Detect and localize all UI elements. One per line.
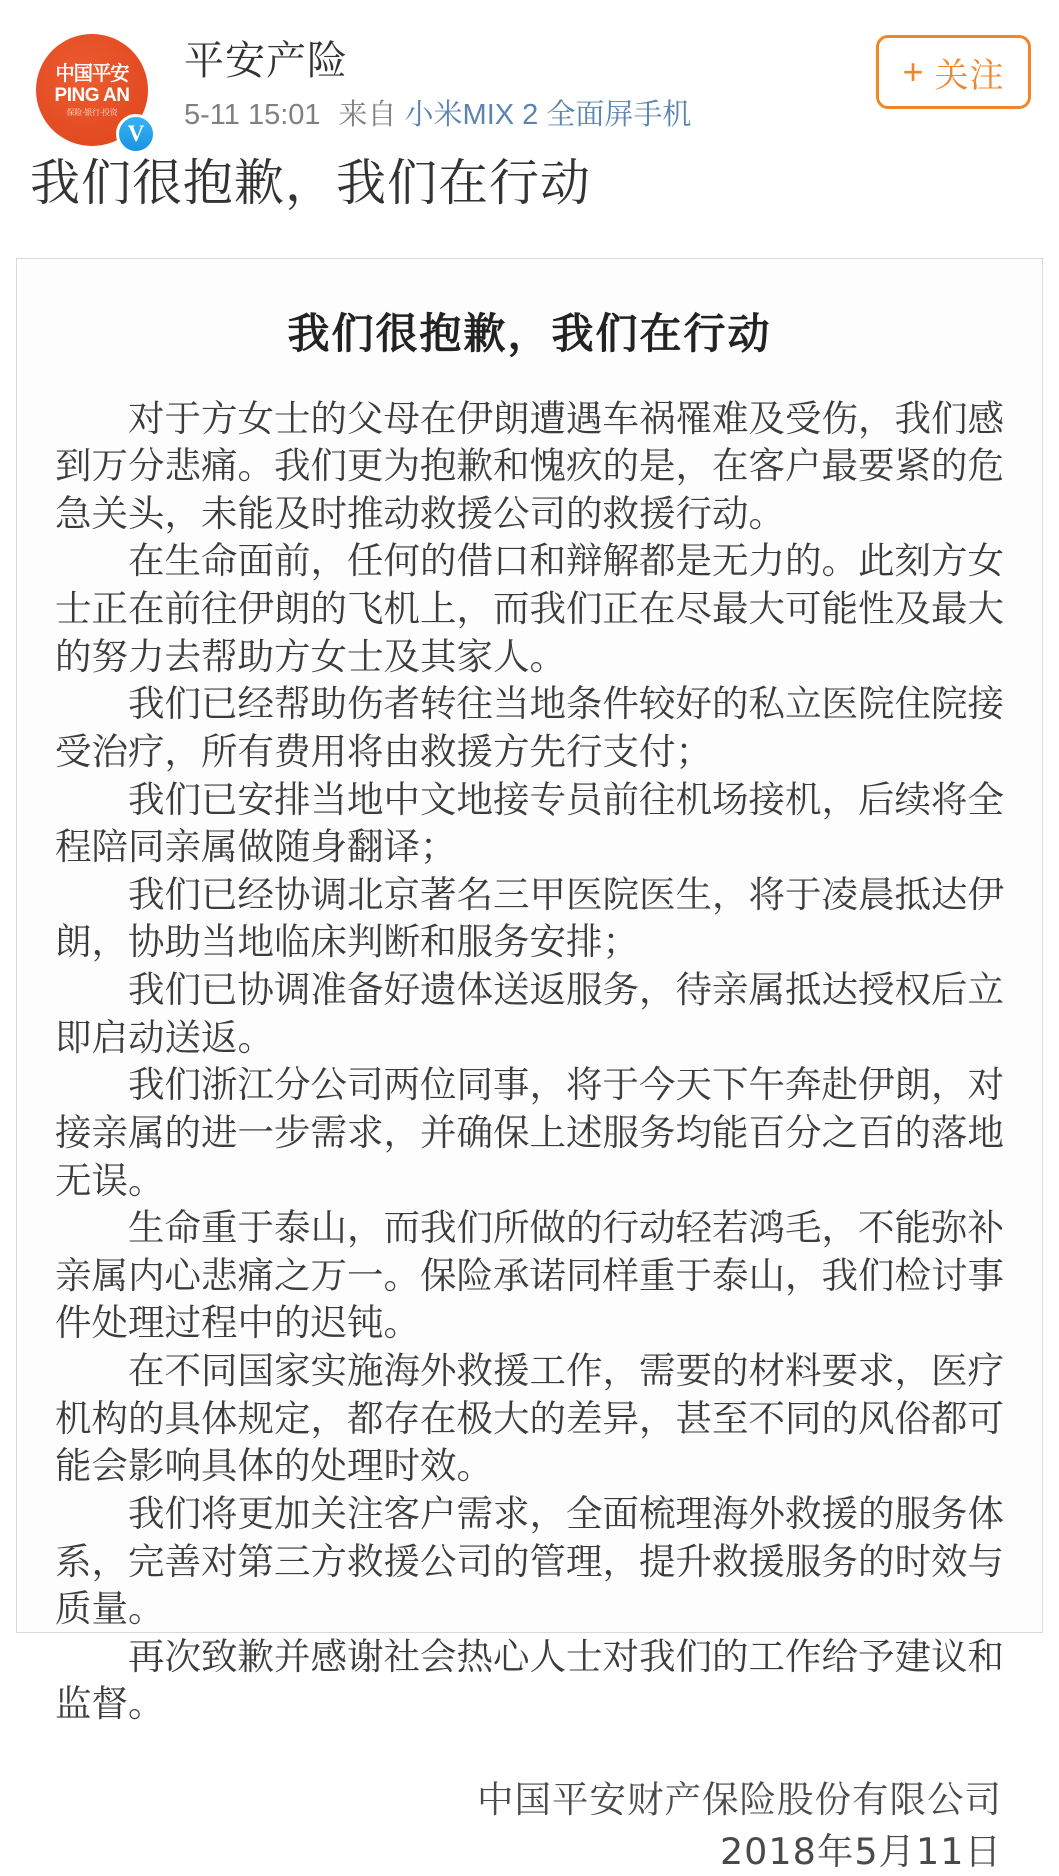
follow-button[interactable]: [876, 35, 1031, 109]
statement-paragraph: 我们已安排当地中文地接专员前往机场接机，后续将全程陪同亲属做随身翻译；: [55, 777, 1004, 869]
statement-paragraph: 生命重于泰山，而我们所做的行动轻若鸿毛，不能弥补亲属内心悲痛之万一。保险承诺同样重于泰山，我们检讨事件处理过程中的迟钝。: [55, 1206, 1004, 1345]
avatar-logo-subtitle: 保险·银行·投资: [66, 107, 118, 117]
statement-paragraph: 再次致歉并感谢社会热心人士对我们的工作给予建议和监督。: [55, 1634, 1004, 1726]
statement-paragraph: 对于方女士的父母在伊朗遭遇车祸罹难及受伤，我们感到万分悲痛。我们更为抱歉和愧疚的是，在客户最要紧的危急关头，未能及时推动救援公司的救援行动。: [55, 396, 1004, 535]
follow-button-label: 关注: [934, 56, 1005, 95]
post-attached-image[interactable]: [16, 258, 1043, 1874]
statement-paragraph: 我们浙江分公司两位同事，将于今天下午奔赴伊朗，对接亲属的进一步需求，并确保上述服务均能百分之百的落地无误。: [55, 1063, 1004, 1202]
statement-title: 我们很抱歉，我们在行动: [287, 308, 772, 358]
post-from-label: 来自: [338, 99, 397, 132]
post-text: 我们很抱歉，我们在行动: [30, 155, 591, 211]
avatar-logo-chinese-text: 中国平安: [55, 62, 129, 85]
statement-body: [51, 395, 1008, 1729]
post-source-link[interactable]: 小米MIX 2 全面屏手机: [404, 99, 692, 132]
statement-paragraph: 我们已经协调北京著名三甲医院医生，将于凌晨抵达伊朗，协助当地临床判断和服务安排；: [55, 872, 1004, 964]
plus-icon: +: [902, 51, 925, 92]
statement-paragraph: 我们已协调准备好遗体送返服务，待亲属抵达授权后立即启动送返。: [55, 968, 1004, 1059]
statement-paragraph: 在生命面前，任何的借口和辩解都是无力的。此刻方女士正在前往伊朗的飞机上，而我们正在尽最大可能性及最大的努力去帮助方女士及其家人。: [55, 539, 1004, 678]
avatar-logo-english-text: PING AN: [54, 84, 130, 106]
author-nickname[interactable]: 平安产险: [184, 39, 348, 83]
verified-badge-icon[interactable]: V: [116, 114, 156, 154]
signature-company: 中国平安财产保险股份有限公司: [477, 1778, 1002, 1821]
avatar[interactable]: [36, 34, 154, 152]
statement-paragraph: 我们将更加关注客户需求，全面梳理海外救援的服务体系，完善对第三方救援公司的管理，提升救援服务的时效与质量。: [55, 1491, 1004, 1631]
signature-date: 2018年5月11日: [719, 1830, 1002, 1874]
post-timestamp: 5-11 15:01: [184, 99, 321, 132]
statement-paragraph: 我们已经帮助伤者转往当地条件较好的私立医院住院接受治疗，所有费用将由救援方先行支付；: [55, 682, 1004, 773]
statement-signature: [51, 1776, 1008, 1876]
statement-paragraph: 在不同国家实施海外救援工作，需要的材料要求，医疗机构的具体规定，都存在极大的差异，甚至不同的风俗都可能会影响具体的处理时效。: [55, 1349, 1004, 1488]
post-header: [0, 0, 1059, 146]
